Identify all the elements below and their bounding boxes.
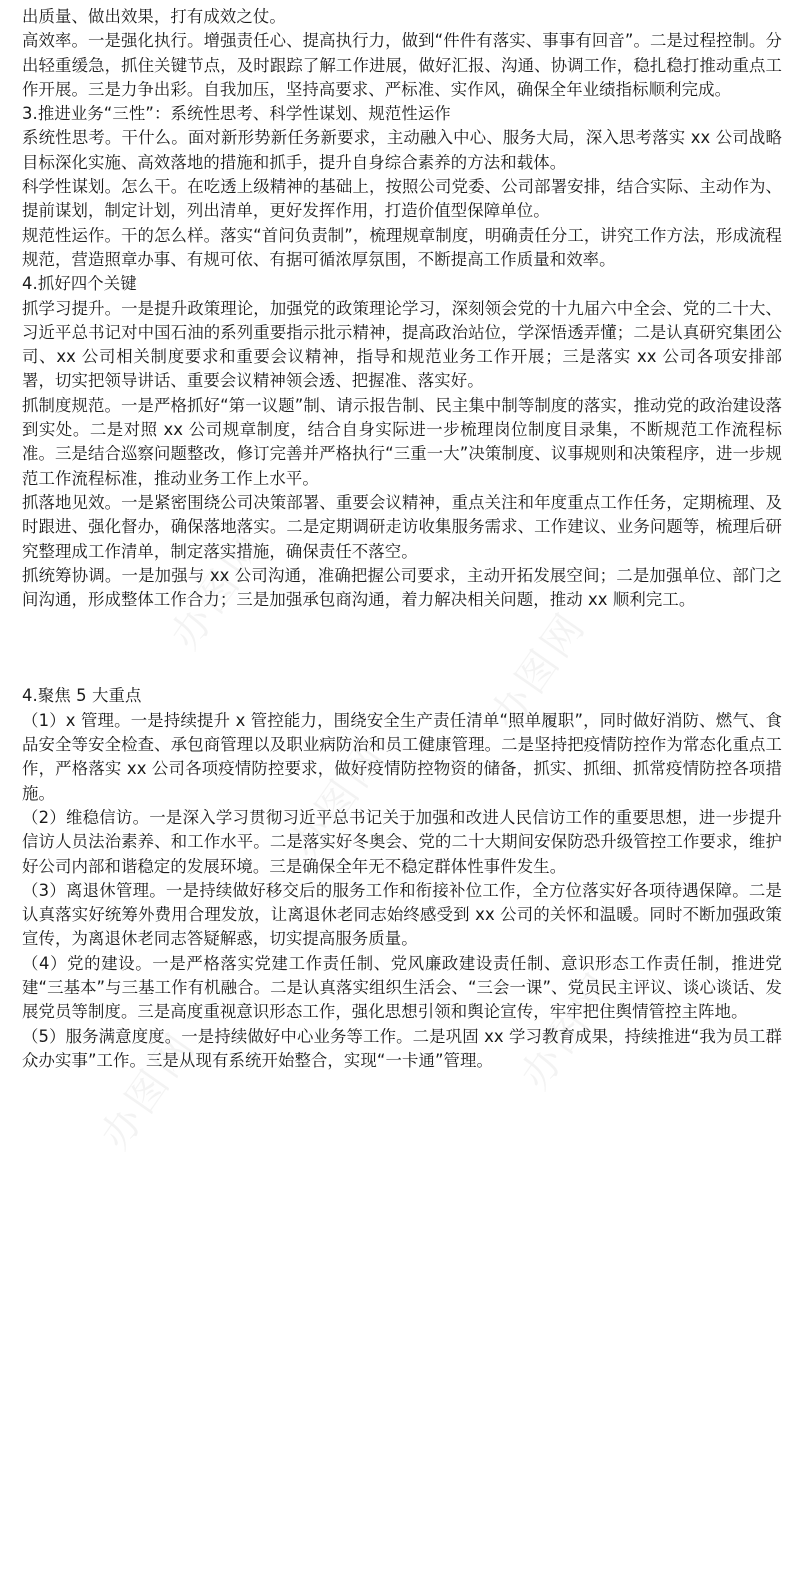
watermark: 办图网	[162, 523, 276, 658]
watermark: 办图网	[92, 1023, 206, 1158]
paragraph: （4）党的建设。一是严格落实党建工作责任制、党风廉政建设责任制、意识形态工作责任制，推进党建“三基本”与三基工作有机融合。二是认真落实组织生活会、“三会一课”、党员民主评议、谈心谈话、发展党员等制度。三是高度重视意识形态工作，强化思想引领和舆论宣传，牢牢把住舆情管控主阵地。	[22, 953, 782, 1022]
paragraph: 抓学习提升。一是提升政策理论，加强党的政策理论学习，深刻领会党的十九届六中全会、党的二十大、习近平总书记对中国石油的系列重要指示批示精神，提高政治站位，学深悟透弄懂；二是认真研究集团公司、xx 公司相关制度要求和重要会议精神，指导和规范业务工作开展；三是落实 xx 公司各项安排部署，切实把领导讲话、重要会议精神领会透、把握准、落实好。	[22, 298, 782, 391]
paragraph: （1）x 管理。一是持续提升 x 管控能力，围绕安全生产责任清单“照单履职”，同时做好消防、燃气、食品安全等安全检查、承包商管理以及职业病防治和员工健康管理。二是坚持把疫情防控作为常态化重点工作，严格落实 xx 公司各项疫情防控要求，做好疫情防控物资的储备，抓实、抓细、抓常疫情防控各项措施。	[22, 710, 782, 803]
section-heading: 4.聚焦 5 大重点	[22, 686, 142, 706]
section-heading: 4.抓好四个关键	[22, 274, 137, 294]
watermark: 办图网	[482, 603, 596, 738]
section-gap	[22, 612, 782, 684]
paragraph: 系统性思考。干什么。面对新形势新任务新要求，主动融入中心、服务大局，深入思考落实 xx 公司战略目标深化实施、高效落地的措施和抓手，提升自身综合素养的方法和载体。	[22, 128, 782, 172]
paragraph: 抓统筹协调。一是加强与 xx 公司沟通，准确把握公司要求，主动开拓发展空间；二是加强单位、部门之间沟通，形成整体工作合力；三是加强承包商沟通，着力解决相关问题，推动 xx 顺利完工。	[22, 565, 782, 610]
paragraph: （5）服务满意度度。一是持续做好中心业务等工作。二是巩固 xx 学习教育成果，持续推进“我为员工群众办实事”工作。三是从现有系统开始整合，实现“一卡通”管理。	[22, 1026, 782, 1070]
paragraph: 高效率。一是强化执行。增强责任心、提高执行力，做到“件件有落实、事事有回音”。二是过程控制。分出轻重缓急，抓住关键节点，及时跟踪了解工作进展，做好汇报、沟通、协调工作，稳扎稳打推动重点工作开展。三是力争出彩。自我加压，坚持高要求、严标准、实作风，确保全年业绩指标顺利完成。	[22, 31, 782, 99]
paragraph: 抓制度规范。一是严格抓好“第一议题”制、请示报告制、民主集中制等制度的落实，推动党的政治建设落到实处。二是对照 xx 公司规章制度，结合自身实际进一步梳理岗位制度目录集，不断规范工作流程标准。三是结合巡察问题整改，修订完善并严格执行“三重一大”决策制度、议事规则和决策程序，进一步规范工作流程标准，推动业务工作上水平。	[22, 395, 782, 488]
document-body	[22, 5, 782, 1073]
watermark: 办图网	[282, 733, 396, 868]
paragraph: 抓落地见效。一是紧密围绕公司决策部署、重要会议精神，重点关注和年度重点工作任务，定期梳理、及时跟进、强化督办，确保落地落实。二是定期调研走访收集服务需求、工作建议、业务问题等，梳理后研究整理成工作清单，制定落实措施，确保责任不落空。	[22, 492, 782, 561]
paragraph: 科学性谋划。怎么干。在吃透上级精神的基础上，按照公司党委、公司部署安排，结合实际、主动作为、提前谋划，制定计划，列出清单，更好发挥作用，打造价值型保障单位。	[22, 177, 782, 221]
watermark: 办图网	[512, 963, 626, 1098]
paragraph: （3）离退休管理。一是持续做好移交后的服务工作和衔接补位工作，全方位落实好各项待遇保障。二是认真落实好统筹外费用合理发放，让离退休老同志始终感受到 xx 公司的关怀和温暖。同时不断加强政策宣传，为离退休老同志答疑解惑，切实提高服务质量。	[22, 880, 782, 949]
section-heading: 3.推进业务“三性”：系统性思考、科学性谋划、规范性运作	[22, 104, 451, 124]
paragraph: （2）维稳信访。一是深入学习贯彻习近平总书记关于加强和改进人民信访工作的重要思想，进一步提升信访人员法治素养、和工作水平。二是落实好冬奥会、党的二十大期间安保防恐升级管控工作要求，维护好公司内部和谐稳定的发展环境。三是确保全年无不稳定群体性事件发生。	[22, 807, 782, 876]
paragraph: 规范性运作。干的怎么样。落实“首问负责制”，梳理规章制度，明确责任分工，讲究工作方法，形成流程规范，营造照章办事、有规可依、有据可循浓厚氛围，不断提高工作质量和效率。	[22, 225, 782, 269]
paragraph: 出质量、做出效果，打有成效之仗。	[22, 7, 286, 26]
